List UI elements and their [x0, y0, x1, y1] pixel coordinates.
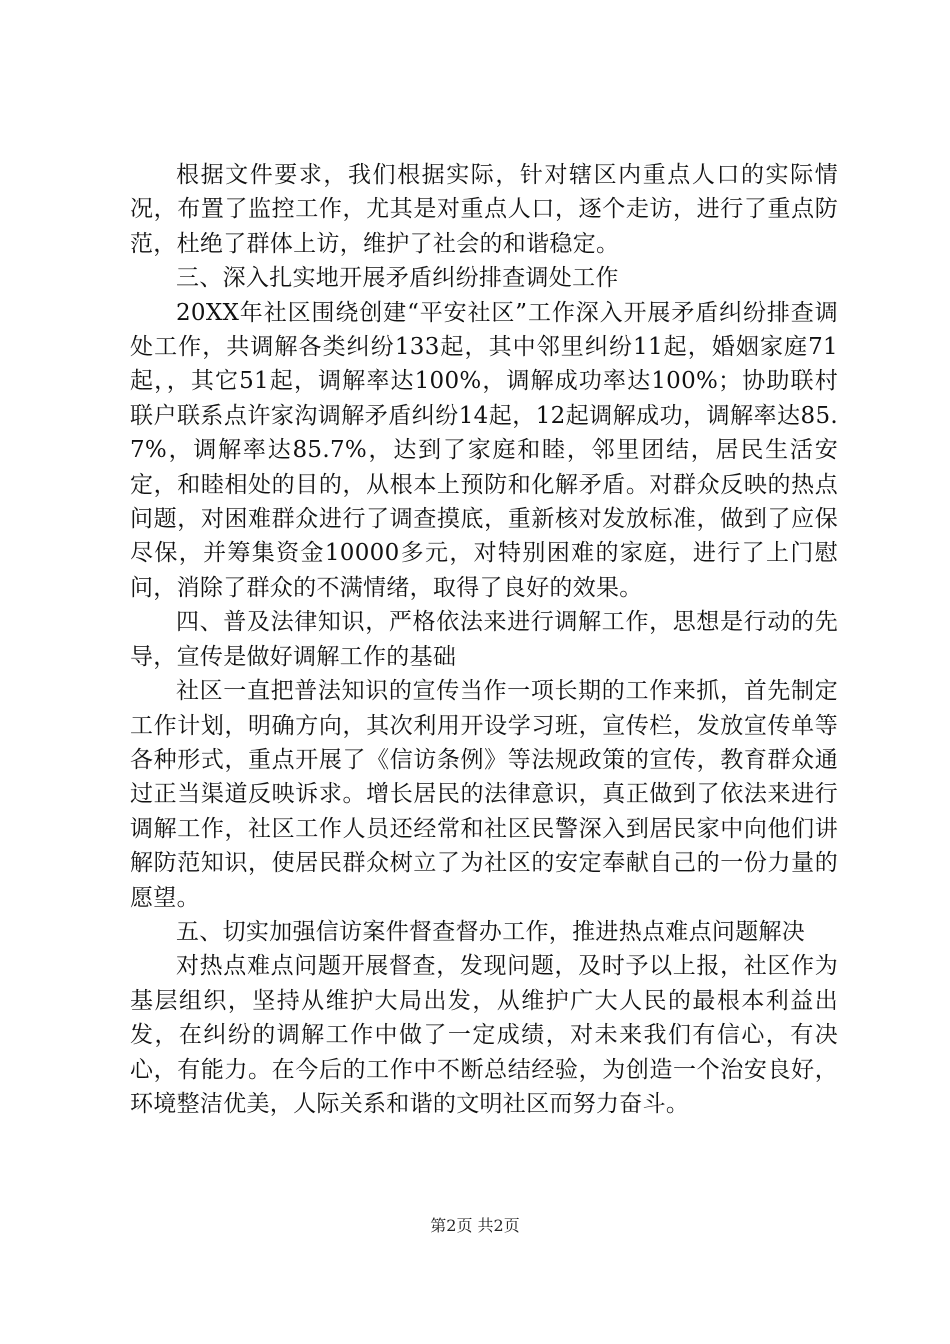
- section-heading-5: 五、切实加强信访案件督查督办工作，推进热点难点问题解决: [176, 918, 806, 945]
- section-heading-4: 四、普及法律知识，严格依法来进行调解工作，思想是行动的先导，宣传是做好调解工作的基础: [130, 609, 838, 670]
- paragraph-key-population-monitoring: 根据文件要求，我们根据实际，针对辖区内重点人口的实际情况，布置了监控工作，尤其是对重点人口，逐个走访，进行了重点防范，杜绝了群体上访，维护了社会的和谐稳定。: [130, 162, 838, 257]
- paragraph-supervision: 对热点难点问题开展督查，发现问题，及时予以上报，社区作为基层组织，坚持从维护大局出发，从维护广大人民的最根本利益出发，在纠纷的调解工作中做了一定成绩，对未来我们有信心，有决心，有能力。在今后的工作中不断总结经验，为创造一个治安良好，环境整洁优美，人际关系和谐的文明社区而努力奋斗。: [130, 953, 838, 1117]
- paragraph-legal-education: 社区一直把普法知识的宣传当作一项长期的工作来抓，首先制定工作计划，明确方向，其次利用开设学习班，宣传栏，发放宣传单等各种形式，重点开展了《信访条例》等法规政策的宣传，教育群众通过正当渠道反映诉求。增长居民的法律意识，真正做到了依法来进行调解工作，社区工作人员还经常和社区民警深入到居民家中向他们讲解防范知识，使居民群众树立了为社区的安定奉献自己的一份力量的愿望。: [130, 678, 838, 911]
- document-body: [130, 158, 838, 1121]
- paragraph-dispute-mediation: 20XX年社区围绕创建“平安社区”工作深入开展矛盾纠纷排查调处工作，共调解各类纠纷133起，其中邻里纠纷11起，婚姻家庭71起，，其它51起，调解率达100%，调解成功率达100%；协助联村联户联系点许家沟调解矛盾纠纷14起，12起调解成功，调解率达85.7%，调解率达85.7%，达到了家庭和睦，邻里团结，居民生活安定，和睦相处的目的，从根本上预防和化解矛盾。对群众反映的热点问题，对困难群众进行了调查摸底，重新核对发放标准，做到了应保尽保，并筹集资金10000多元，对特别困难的家庭，进行了上门慰问，消除了群众的不满情绪，取得了良好的效果。: [130, 299, 838, 601]
- page-footer: [0, 1216, 950, 1236]
- section-heading-3: 三、深入扎实地开展矛盾纠纷排查调处工作: [176, 265, 619, 292]
- page-number-label: 第2页 共2页: [430, 1216, 520, 1235]
